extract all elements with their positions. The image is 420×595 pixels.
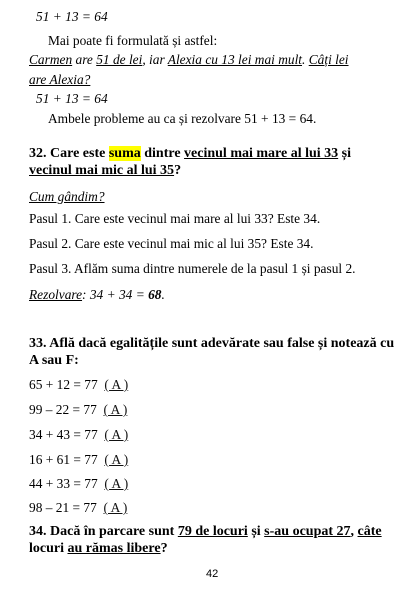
text: dintre bbox=[140, 146, 185, 161]
text: și bbox=[247, 524, 265, 539]
equation-line: 51 + 13 = 64 bbox=[36, 9, 108, 24]
equality: 99 – 22 = 77 bbox=[29, 402, 97, 417]
equality: 44 + 33 = 77 bbox=[29, 476, 98, 491]
answer-mark: ( A ) bbox=[104, 377, 129, 392]
underlined-text: s-au ocupat 27 bbox=[264, 524, 351, 539]
text: ? bbox=[174, 163, 182, 178]
problem-text-line-1 bbox=[29, 52, 349, 67]
highlighted-word: suma bbox=[108, 146, 141, 161]
underlined-text: Alexia cu 13 lei mai mult bbox=[167, 52, 303, 67]
text: . bbox=[302, 52, 309, 67]
equation-line: 51 + 13 = 64 bbox=[36, 91, 108, 106]
text: 32. Care este bbox=[29, 146, 109, 161]
solution-result: 68 bbox=[148, 287, 162, 302]
exercise-33-title-line-1: 33. Află dacă egalitățile sunt adevărate sau false și notează cu bbox=[29, 336, 395, 351]
exercise-32-title-line-1 bbox=[29, 146, 351, 161]
exercise-34-title-line-1 bbox=[29, 524, 382, 539]
exercise-32-title-line-2 bbox=[29, 163, 181, 178]
equality: 34 + 43 = 77 bbox=[29, 427, 98, 442]
text: : 34 + 34 = bbox=[82, 287, 149, 302]
text: are bbox=[72, 52, 97, 67]
answer-mark: ( A ) bbox=[103, 500, 128, 515]
step-1: Pasul 1. Care este vecinul mai mare al lui 33? Este 34. bbox=[29, 211, 321, 226]
equality: 98 – 21 = 77 bbox=[29, 500, 97, 515]
underlined-text: Carmen bbox=[29, 52, 73, 67]
underlined-text: 79 de locuri bbox=[177, 524, 248, 539]
equality-item bbox=[29, 402, 127, 417]
text: . bbox=[161, 287, 165, 302]
equality: 65 + 12 = 77 bbox=[29, 377, 98, 392]
answer-mark: ( A ) bbox=[103, 402, 128, 417]
underlined-text: vecinul mai mic al lui 35 bbox=[29, 163, 175, 178]
equality: 16 + 61 = 77 bbox=[29, 452, 98, 467]
underlined-text: vecinul mai mare al lui 33 bbox=[184, 146, 339, 161]
equality-item bbox=[29, 427, 128, 442]
reformulation-intro: Mai poate fi formulată și astfel: bbox=[48, 33, 218, 48]
exercise-33-title-line-2: A sau F: bbox=[29, 353, 79, 368]
answer-mark: ( A ) bbox=[104, 476, 129, 491]
solution-label: Rezolvare bbox=[29, 287, 83, 302]
text: și bbox=[338, 146, 352, 161]
equality-item bbox=[29, 452, 128, 467]
text: 34. Dacă în parcare sunt bbox=[29, 524, 178, 539]
text: , bbox=[350, 524, 358, 539]
equality-item bbox=[29, 377, 128, 392]
equality-item bbox=[29, 500, 127, 515]
underlined-text: au rămas libere bbox=[67, 541, 161, 556]
cum-gandim-label: Cum gândim? bbox=[29, 189, 105, 204]
text: locuri bbox=[29, 541, 68, 556]
exercise-34-title-line-2 bbox=[29, 541, 168, 556]
text: ? bbox=[160, 541, 168, 556]
step-2: Pasul 2. Care este vecinul mai mic al lui 35? Este 34. bbox=[29, 236, 314, 251]
underlined-text: Câți lei bbox=[308, 52, 349, 67]
equality-item bbox=[29, 476, 128, 491]
text: , iar bbox=[142, 52, 168, 67]
page-number: 42 bbox=[206, 568, 219, 580]
step-3: Pasul 3. Aflăm suma dintre numerele de la pasul 1 și pasul 2. bbox=[29, 261, 356, 276]
problem-text-line-2: are Alexia? bbox=[29, 72, 91, 87]
solution-line bbox=[29, 287, 165, 302]
underlined-text: câte bbox=[357, 524, 382, 539]
answer-mark: ( A ) bbox=[104, 427, 129, 442]
underlined-text: 51 de lei bbox=[96, 52, 143, 67]
answer-mark: ( A ) bbox=[104, 452, 129, 467]
conclusion-line: Ambele probleme au ca și rezolvare 51 + 13 = 64. bbox=[48, 111, 317, 126]
